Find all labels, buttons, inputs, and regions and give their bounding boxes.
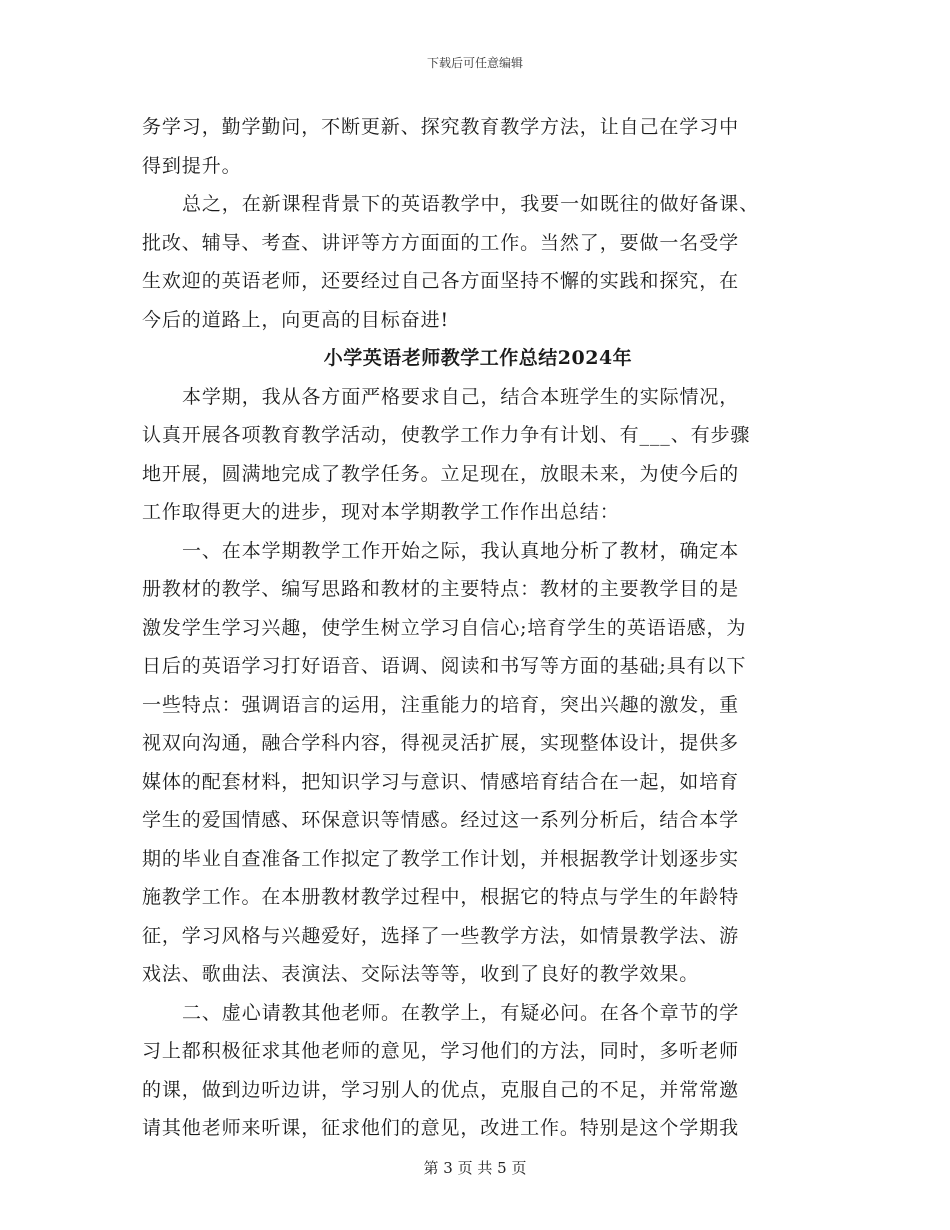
text-line: 生欢迎的英语老师，还要经过自己各方面坚持不懈的实践和探究，在 [142, 270, 740, 292]
text-line: 册教材的教学、编写思路和教材的主要特点：教材的主要教学目的是 [142, 578, 740, 600]
text-line: 征，学习风格与兴趣爱好，选择了一些教学方法，如情景教学法、游 [142, 924, 740, 947]
text-line: 批改、辅导、考查、讲评等方方面面的工作。当然了，要做一名受学 [142, 231, 740, 254]
text-line: 本学期，我从各方面严格要求自己，结合本班学生的实际情况， [182, 385, 740, 408]
text-line: 视双向沟通，融合学科内容，得视灵活扩展，实现整体设计，提供多 [142, 732, 740, 754]
text-line: 工作取得更大的进步，现对本学期教学工作作出总结： [142, 501, 620, 523]
text-line: 务学习，勤学勤问，不断更新、探究教育教学方法，让自己在学习中 [142, 116, 740, 138]
text-line: 激发学生学习兴趣，使学生树立学习自信心;培育学生的英语语感，为 [142, 616, 747, 639]
text-line: 二、虚心请教其他老师。在教学上，有疑必问。在各个章节的学 [182, 1001, 740, 1024]
text-line: 媒体的配套材料，把知识学习与意识、情感培育结合在一起，如培育 [142, 770, 740, 793]
text-line: 日后的英语学习打好语音、语调、阅读和书写等方面的基础;具有以下 [142, 655, 747, 677]
text-line: 请其他老师来听课，征求他们的意见，改进工作。特别是这个学期我 [142, 1117, 740, 1139]
text-line: 一、在本学期教学工作开始之际，我认真地分析了教材，确定本 [182, 539, 740, 562]
text-line: 地开展，圆满地完成了教学任务。立足现在，放眼未来，为使今后的 [142, 462, 740, 485]
text-line: 习上都积极征求其他老师的意见，学习他们的方法，同时，多听老师 [142, 1040, 740, 1062]
document-body [142, 108, 814, 1148]
text-line: 戏法、歌曲法、表演法、交际法等等，收到了良好的教学效果。 [142, 963, 700, 985]
text-line: 得到提升。 [142, 154, 242, 177]
page-header: 下载后可任意编辑 [426, 56, 523, 70]
text-line: 期的毕业自查准备工作拟定了教学工作计划，并根据教学计划逐步实 [142, 847, 740, 870]
page-footer: 第 3 页 共 5 页 [423, 1159, 527, 1177]
text-line: 今后的道路上，向更高的目标奋进! [142, 308, 450, 331]
text-line: 认真开展各项教育教学活动，使教学工作力争有计划、有___、有步骤 [142, 424, 751, 446]
text-line: 施教学工作。在本册教材教学过程中，根据它的特点与学生的年龄特 [142, 886, 740, 908]
text-line: 一些特点：强调语言的运用，注重能力的培育，突出兴趣的激发，重 [142, 693, 740, 716]
text-line: 总之，在新课程背景下的英语教学中，我要一如既往的做好备课、 [182, 193, 760, 215]
text-line: 学生的爱国情感、环保意识等情感。经过这一系列分析后，结合本学 [142, 809, 740, 831]
text-line: 的课，做到边听边讲，学习别人的优点，克服自己的不足，并常常邀 [142, 1078, 740, 1101]
section-title: 小学英语老师教学工作总结2024年 [323, 347, 633, 369]
